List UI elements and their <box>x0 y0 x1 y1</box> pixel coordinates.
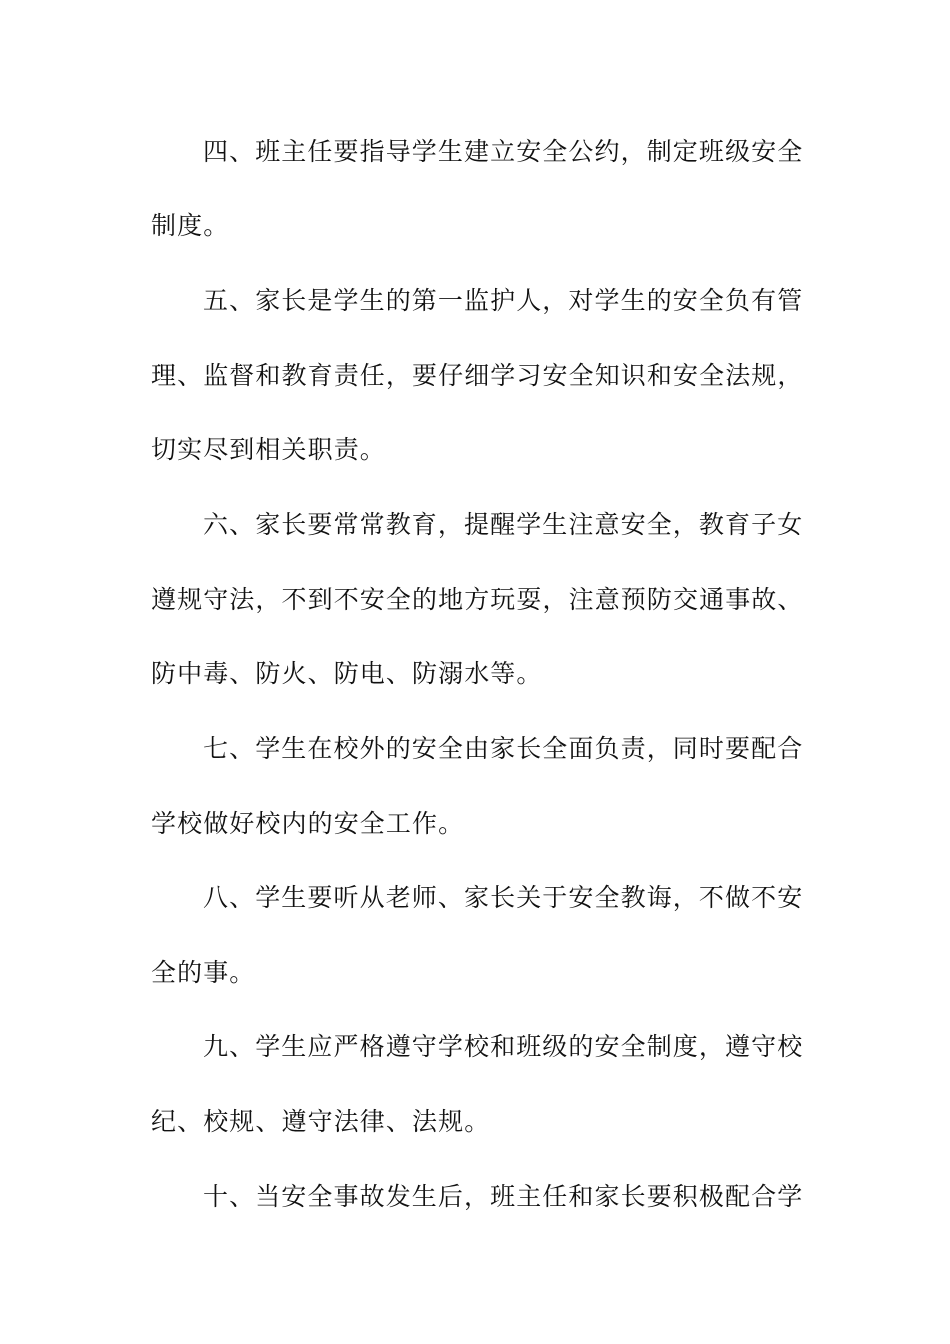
paragraph-6-line-1: 六、家长要常常教育，提醒学生注意安全，教育子女 <box>203 510 804 539</box>
paragraph-9-line-1: 九、学生应严格遵守学校和班级的安全制度，遵守校 <box>203 1032 804 1061</box>
paragraph-5-line-2: 理、监督和教育责任，要仔细学习安全知识和安全法规， <box>151 361 804 390</box>
paragraph-7-line-2: 学校做好校内的安全工作。 <box>151 809 465 838</box>
paragraph-4-line-2: 制度。 <box>151 211 230 240</box>
paragraph-5-line-3: 切实尽到相关职责。 <box>151 435 386 464</box>
paragraph-8-line-2: 全的事。 <box>151 958 256 987</box>
paragraph-4-line-1: 四、班主任要指导学生建立安全公约，制定班级安全 <box>203 137 804 166</box>
paragraph-9-line-2: 纪、校规、遵守法律、法规。 <box>151 1107 491 1136</box>
paragraph-6-line-2: 遵规守法，不到不安全的地方玩耍，注意预防交通事故、 <box>151 585 804 614</box>
paragraph-6-line-3: 防中毒、防火、防电、防溺水等。 <box>151 659 543 688</box>
paragraph-10-line-1: 十、当安全事故发生后，班主任和家长要积极配合学 <box>203 1182 804 1211</box>
paragraph-5-line-1: 五、家长是学生的第一监护人，对学生的安全负有管 <box>203 286 804 315</box>
paragraph-8-line-1: 八、学生要听从老师、家长关于安全教诲，不做不安 <box>203 883 804 912</box>
paragraph-7-line-1: 七、学生在校外的安全由家长全面负责，同时要配合 <box>203 734 804 763</box>
